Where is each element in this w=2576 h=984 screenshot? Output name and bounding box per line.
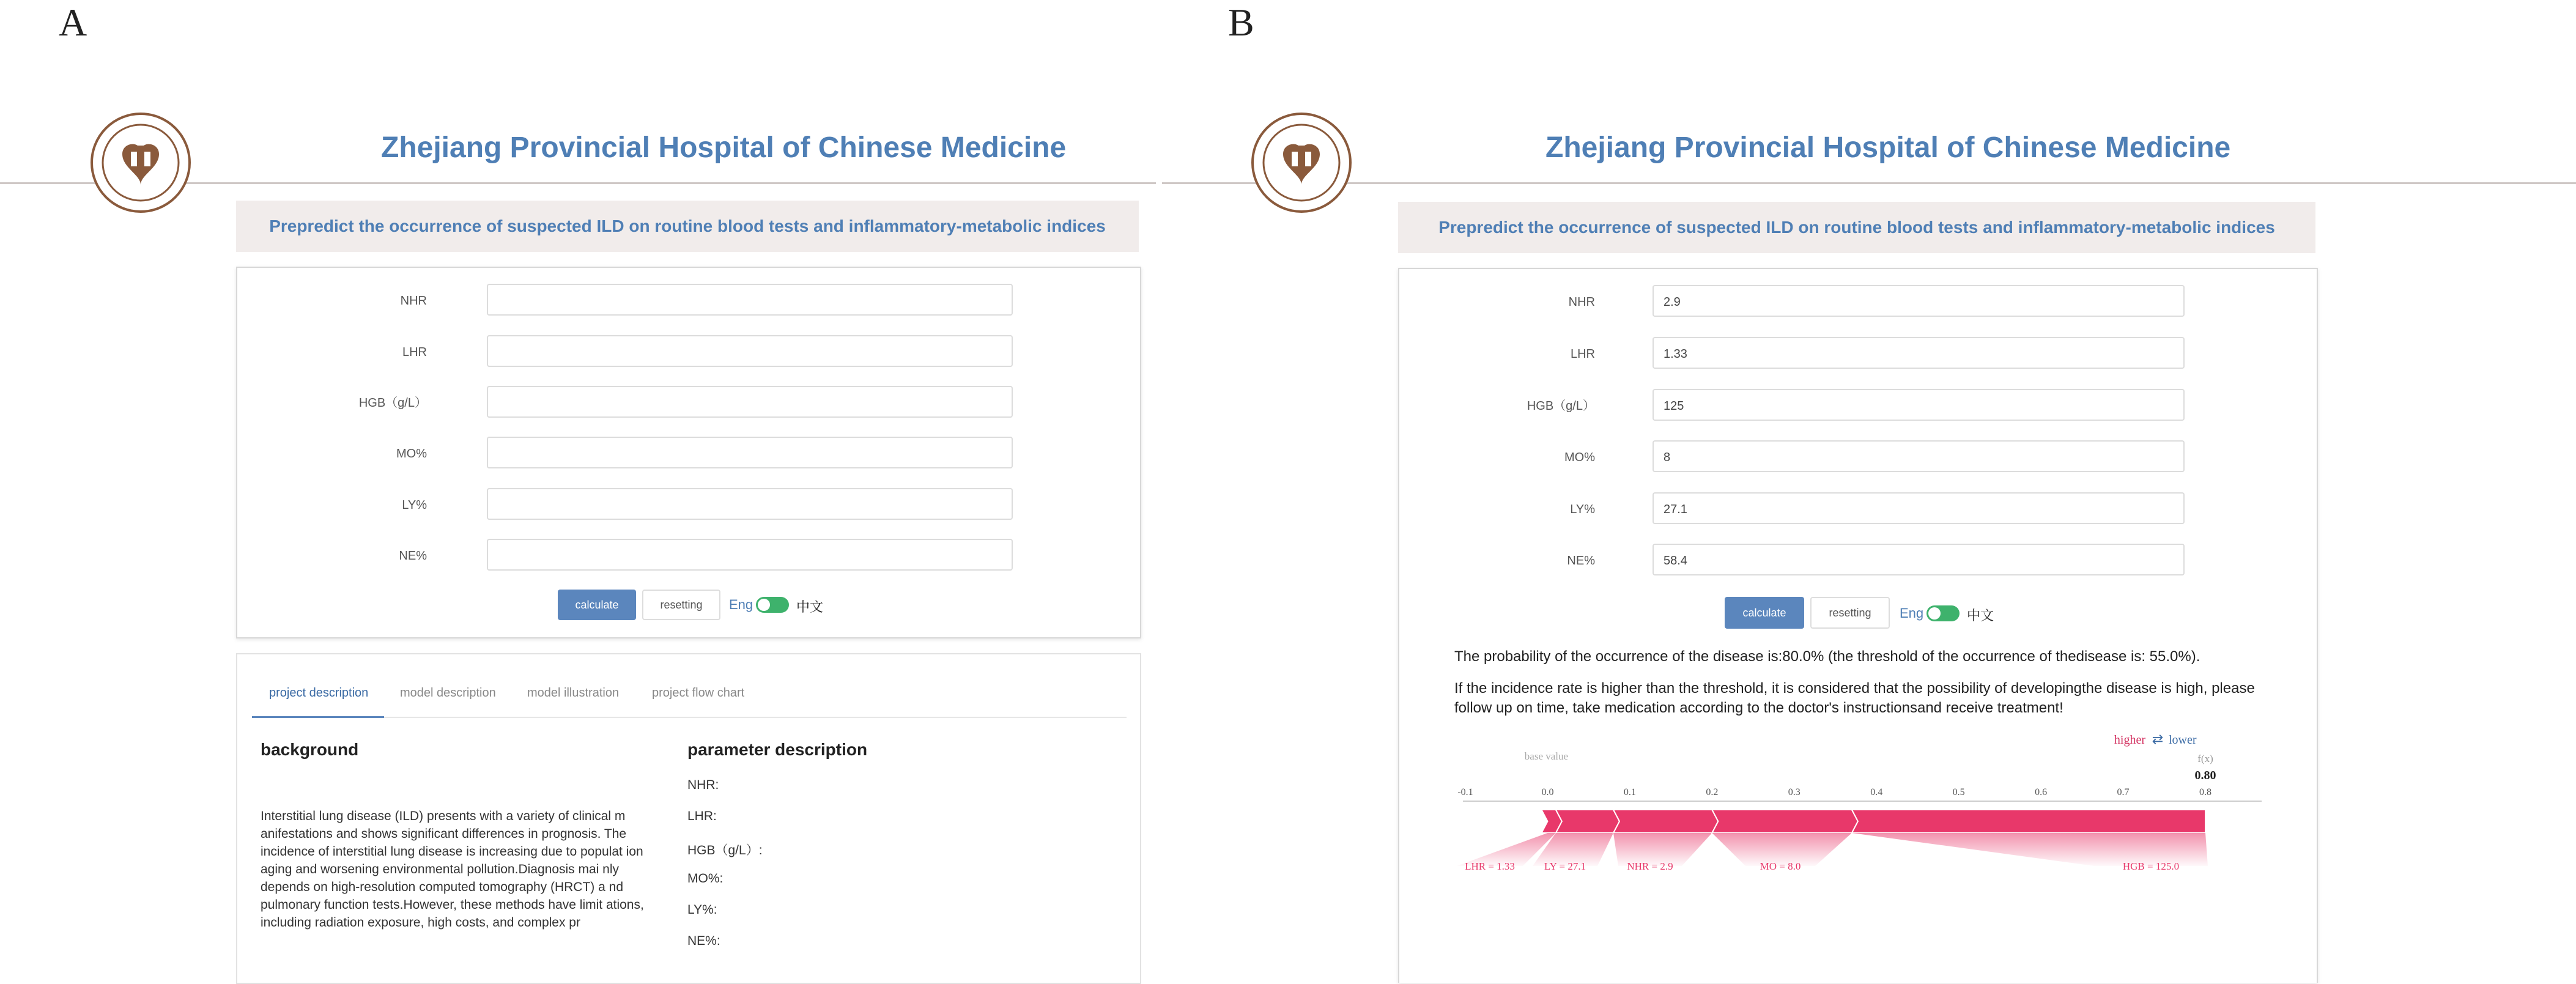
form-row-nhr — [237, 284, 1140, 318]
reset-button[interactable]: resetting — [1810, 597, 1890, 629]
hgb-input[interactable]: 125 — [1653, 389, 2185, 421]
calculate-button[interactable]: calculate — [558, 590, 636, 620]
probability-text: The probability of the occurrence of the disease is:80.0% (the threshold of the occurrence of thedisease is: 55.0%). — [1454, 648, 2200, 665]
shap-segment-bar — [1712, 810, 1858, 833]
param-nhr: NHR: — [687, 778, 719, 792]
calculate-button[interactable]: calculate — [1725, 597, 1804, 629]
lhr-label: LHR — [402, 346, 427, 359]
lang-eng-label: Eng — [1900, 605, 1924, 621]
result-form-card — [1398, 268, 2318, 983]
form-row-lhr — [1399, 337, 2317, 371]
ly-input[interactable] — [487, 488, 1013, 520]
header-divider — [1162, 182, 2576, 184]
subtitle-bar — [1398, 202, 2315, 253]
lang-cn-label: 中文 — [796, 599, 824, 615]
fx-label: f(x) — [2197, 753, 2213, 764]
site-title: Zhejiang Provincial Hospital of Chinese Medicine — [1545, 131, 2231, 164]
x-tick-label: 0.7 — [2117, 787, 2130, 797]
ne-label: NE% — [1567, 554, 1595, 568]
nhr-label: NHR — [400, 294, 427, 308]
ne-input[interactable]: 58.4 — [1653, 544, 2185, 575]
x-tick-label: 0.6 — [2035, 787, 2048, 797]
x-tick-label: 0.2 — [1706, 787, 1719, 797]
param-ly: LY%: — [687, 903, 717, 917]
panel-a-label: A — [59, 1, 87, 44]
shap-segment-label: NHR = 2.9 — [1627, 860, 1673, 872]
param-mo: MO%: — [687, 871, 724, 886]
background-text: Interstitial lung disease (ILD) presents with a variety of clinical m anifestations and shows significant differences in prognosis. The incidence of interstitial lung disease is increasing due to populat ion aging and worsening environmental pollution.Diagnosis mai nly depends on high-resolution computed tomography (HRCT) a nd pulmonary function tests.However, these methods have limit ations, including radiation exposure, high costs, and complex pr — [261, 809, 644, 930]
tab-model-illustration[interactable]: model illustration — [527, 686, 620, 700]
form-row-lhr — [237, 335, 1140, 369]
shap-segment-label: HGB = 125.0 — [2122, 860, 2180, 872]
reset-button[interactable]: resetting — [642, 590, 720, 620]
info-tabs-card — [236, 653, 1141, 984]
form-row-ne — [1399, 544, 2317, 578]
language-toggle[interactable] — [1926, 605, 1960, 621]
advice-text: If the incidence rate is higher than the threshold, it is considered that the possibility of developingthe disease is high, please follow up on time, take medication according to the doctor's instructionsand receive treatment! — [1454, 680, 2255, 716]
shap-segment-bar — [1556, 810, 1619, 833]
form-row-ly — [1399, 492, 2317, 527]
mo-label: MO% — [1564, 451, 1595, 464]
input-form-card — [236, 267, 1141, 638]
param-lhr: LHR: — [687, 809, 717, 823]
shap-segment-bar — [1852, 810, 2205, 833]
fx-value: 0.80 — [2194, 769, 2216, 782]
form-row-hgb — [1399, 389, 2317, 423]
shap-segment-label: LY = 27.1 — [1544, 860, 1586, 872]
lhr-label: LHR — [1570, 347, 1595, 361]
x-tick-label: 0.5 — [1952, 787, 1965, 797]
subtitle-text: Prepredict the occurrence of suspected ILD on routine blood tests and inflammatory-metabolic indices — [269, 216, 1106, 235]
shap-segment-label: LHR = 1.33 — [1465, 860, 1515, 872]
panel-b — [1162, 0, 2576, 982]
ly-label: LY% — [402, 498, 427, 512]
x-tick-label: 0.1 — [1623, 787, 1636, 797]
form-row-mo — [1399, 440, 2317, 475]
nhr-label: NHR — [1568, 295, 1595, 309]
shap-segment-bar — [1613, 810, 1718, 833]
active-tab-indicator — [252, 716, 384, 718]
lang-cn-label: 中文 — [1967, 608, 1994, 623]
ne-input[interactable] — [487, 539, 1013, 571]
x-tick-label: 0.3 — [1788, 787, 1801, 797]
tab-model-description[interactable]: model description — [400, 686, 496, 700]
legend-higher-text: higher — [2114, 733, 2145, 747]
x-tick-label: 0.8 — [2199, 787, 2211, 797]
lhr-input[interactable] — [487, 335, 1013, 367]
ne-label: NE% — [399, 549, 427, 563]
background-heading: background — [261, 740, 359, 759]
x-tick-label: 0.4 — [1870, 787, 1883, 797]
form-row-ly — [237, 488, 1140, 522]
nhr-input[interactable] — [487, 284, 1013, 316]
legend-arrow-icon: ⇄ — [2152, 732, 2164, 747]
parameter-heading: parameter description — [687, 740, 868, 759]
form-row-mo — [237, 437, 1140, 471]
hgb-label: HGB（g/L） — [358, 396, 427, 410]
mo-label: MO% — [396, 447, 427, 461]
nhr-input[interactable]: 2.9 — [1653, 285, 2185, 317]
base-value-label: base value — [1524, 750, 1569, 762]
param-ne: NE%: — [687, 934, 720, 948]
shap-force-plot — [1454, 729, 2262, 983]
form-row-hgb — [237, 386, 1140, 420]
ly-label: LY% — [1570, 503, 1595, 516]
hgb-label: HGB（g/L） — [1527, 399, 1595, 413]
mo-input[interactable] — [487, 437, 1013, 468]
tab-project-description[interactable]: project description — [269, 686, 369, 700]
hospital-logo-icon — [1250, 111, 1353, 214]
language-toggle[interactable] — [756, 597, 789, 613]
subtitle-bar — [236, 201, 1139, 252]
panel-a — [0, 0, 1156, 982]
lhr-input[interactable]: 1.33 — [1653, 337, 2185, 369]
subtitle-text: Prepredict the occurrence of suspected ILD on routine blood tests and inflammatory-metabolic indices — [1438, 218, 2275, 237]
site-title: Zhejiang Provincial Hospital of Chinese Medicine — [381, 131, 1067, 164]
x-tick-label: 0.0 — [1541, 787, 1554, 797]
tab-project-flow-chart[interactable]: project flow chart — [652, 686, 745, 700]
lang-eng-label: Eng — [729, 597, 753, 612]
panel-b-label: B — [1228, 1, 1254, 44]
hospital-logo-icon — [89, 111, 192, 214]
shap-segment-label: MO = 8.0 — [1760, 860, 1801, 872]
form-row-nhr — [1399, 285, 2317, 319]
param-hgb: HGB（g/L）: — [687, 843, 763, 857]
hgb-input[interactable] — [487, 386, 1013, 418]
legend-lower-text: lower — [2169, 733, 2197, 747]
mo-input[interactable]: 8 — [1653, 440, 2185, 472]
form-row-ne — [237, 539, 1140, 573]
ly-input[interactable]: 27.1 — [1653, 492, 2185, 524]
x-tick-label: -0.1 — [1457, 787, 1473, 797]
